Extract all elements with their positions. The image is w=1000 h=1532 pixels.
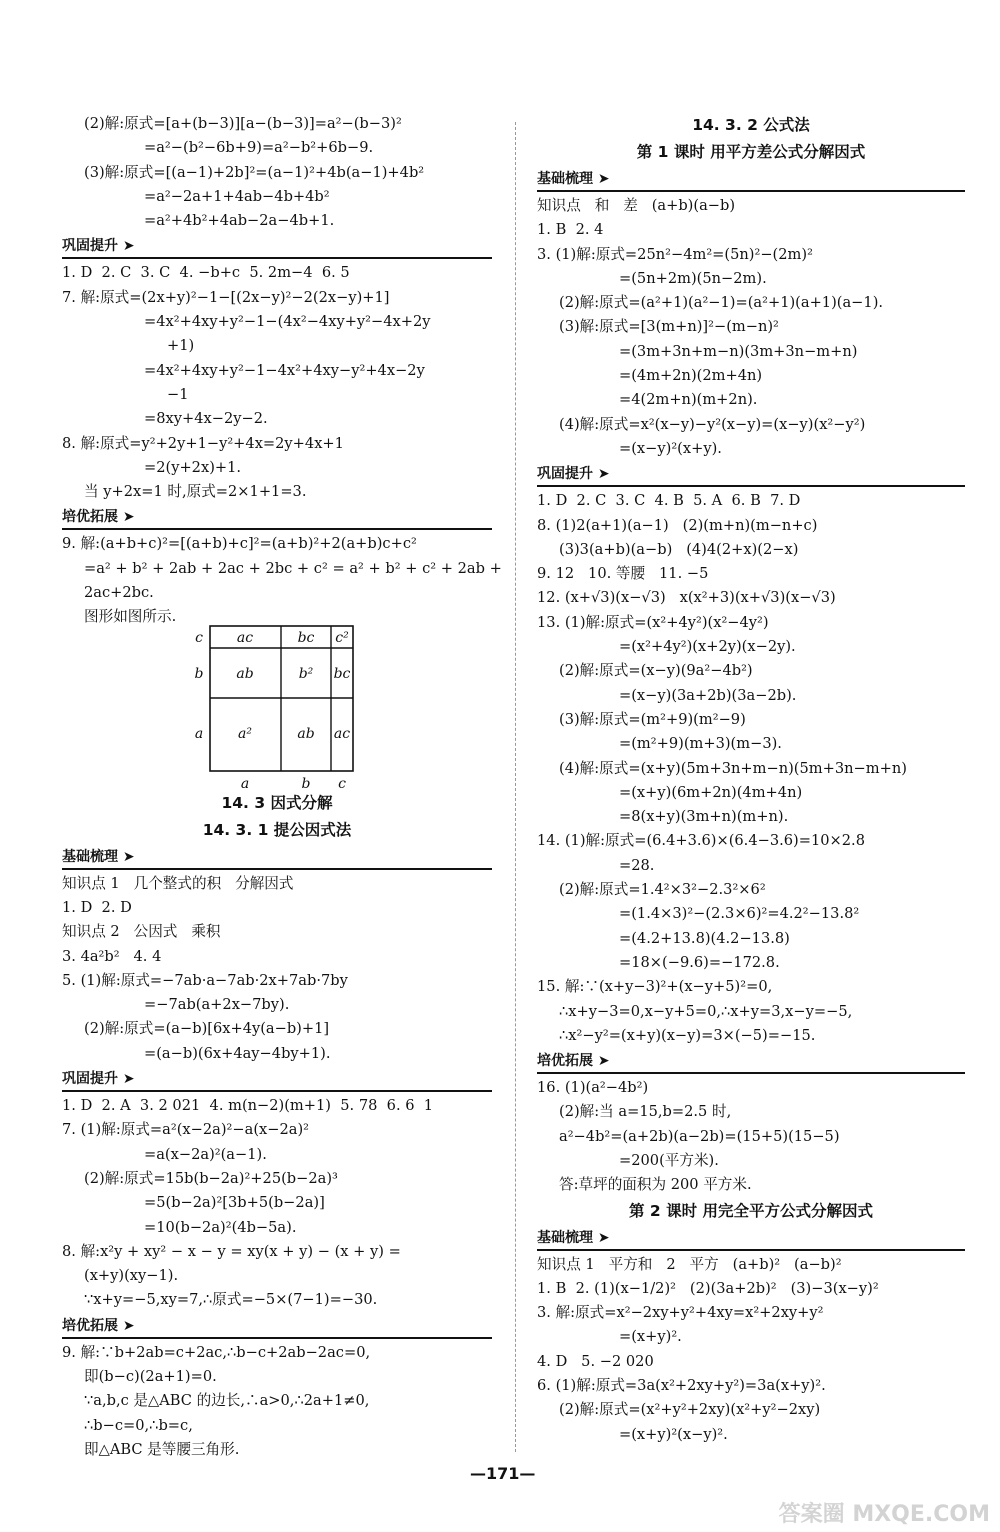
answer-line: ∵x+y=−5,xy=7,∴原式=−5×(7−1)=−30. xyxy=(84,1291,378,1309)
answer-line: 5. (1)解:原式=−7ab·a−7ab·2x+7ab·7by xyxy=(62,971,348,989)
answer-line: 13. (1)解:原式=(x²+4y²)(x²−4y²) xyxy=(537,613,769,631)
answer-line: =a²+4b²+4ab−2a−4b+1. xyxy=(144,212,335,230)
cell-text: bc xyxy=(297,630,315,646)
answer-line: =a²−(b²−6b+9)=a²−b²+6b−9. xyxy=(144,139,374,157)
answer-line: 1. B 2. 4 xyxy=(537,221,604,239)
right-column xyxy=(537,112,965,1447)
cell-text: a² xyxy=(238,726,252,742)
answer-line: 8. 解:原式=y²+2y+1−y²+4x=2y+4x+1 xyxy=(62,434,344,452)
answer-line: =−7ab(a+2x−7by). xyxy=(144,996,290,1014)
cell-text: c² xyxy=(335,630,349,646)
section-heading: 基础梳理 ➤ xyxy=(62,847,492,870)
answer-line: 9. 12 10. 等腰 11. −5 xyxy=(537,565,709,583)
answer-line: 16. (1)(a²−4b²) xyxy=(537,1079,649,1097)
answer-line: =(3m+3n+m−n)(3m+3n−m+n) xyxy=(619,342,858,360)
answer-line: 3. 解:原式=x²−2xy+y²+4xy=x²+2xy+y² xyxy=(537,1304,824,1322)
answer-line: 4. D 5. −2 020 xyxy=(537,1352,654,1370)
cell-text: ab xyxy=(236,666,254,682)
answer-line: 图形如图所示. xyxy=(84,608,177,626)
answer-line: 9. 解:(a+b+c)²=[(a+b)+c]²=(a+b)²+2(a+b)c+c² xyxy=(62,535,417,553)
answer-line: (2)解:原式=15b(b−2a)²+25(b−2a)³ xyxy=(84,1169,338,1187)
answer-line: =a² + b² + 2ab + 2ac + 2bc + c² = a² + b² + c² + 2ab + xyxy=(84,559,502,577)
answer-line: 14. (1)解:原式=(6.4+3.6)×(6.4−3.6)=10×2.8 xyxy=(537,832,865,850)
cell-text: ab xyxy=(297,726,315,742)
answer-line: 答:草坪的面积为 200 平方米. xyxy=(559,1176,752,1194)
answer-line: (4)解:原式=x²(x−y)−y²(x−y)=(x−y)(x²−y²) xyxy=(559,415,866,433)
answer-line: 7. (1)解:原式=a²(x−2a)²−a(x−2a)² xyxy=(62,1121,310,1139)
answer-line: 8. 解:x²y + xy² − x − y = xy(x + y) − (x + y) = xyxy=(62,1242,401,1260)
answer-line: =(4m+2n)(2m+4n) xyxy=(619,367,763,385)
answer-line: =(m²+9)(m+3)(m−3). xyxy=(619,735,782,753)
section-heading: 巩固提升 ➤ xyxy=(62,1069,492,1092)
answer-line: 15. 解:∵(x+y−3)²+(x−y+5)²=0, xyxy=(537,978,773,996)
section-heading: 基础梳理 ➤ xyxy=(537,1228,965,1251)
answer-line: =a(x−2a)²(a−1). xyxy=(144,1145,267,1163)
row-label: b xyxy=(194,666,204,682)
answer-line: =(a−b)(6x+4ay−4by+1). xyxy=(144,1044,331,1062)
section-heading: 培优拓展 ➤ xyxy=(537,1051,965,1074)
cell-text: ac xyxy=(333,726,351,742)
col-label: b xyxy=(301,776,311,792)
answer-line: =8(x+y)(3m+n)(m+n). xyxy=(619,808,789,826)
answer-line: =(x²+4y²)(x+2y)(x−2y). xyxy=(619,638,796,656)
answer-line: (3)解:原式=[(a−1)+2b]²=(a−1)²+4b(a−1)+4b² xyxy=(84,163,425,181)
cell-text: b² xyxy=(298,666,314,682)
answer-line: =a²−2a+1+4ab−4b+4b² xyxy=(144,187,330,205)
answer-line: =10(b−2a)²(4b−5a). xyxy=(144,1218,297,1236)
section-title: 第 1 课时 用平方差公式分解因式 xyxy=(636,143,866,161)
answer-line: 1. D 2. C 3. C 4. B 5. A 6. B 7. D xyxy=(537,492,801,510)
answer-line: (2)解:当 a=15,b=2.5 时, xyxy=(559,1103,732,1121)
answer-line: =(4.2+13.8)(4.2−13.8) xyxy=(619,929,790,947)
answer-line: 即△ABC 是等腰三角形. xyxy=(84,1440,240,1458)
section-title: 第 2 课时 用完全平方公式分解因式 xyxy=(629,1201,873,1220)
answer-line: (2)解:原式=(a−b)[6x+4y(a−b)+1] xyxy=(84,1020,330,1038)
section-heading: 巩固提升 ➤ xyxy=(537,464,965,487)
answer-line: 1. D 2. D xyxy=(62,898,132,916)
answer-line: =(x+y)²(x−y)². xyxy=(619,1425,728,1443)
answer-line: 9. 解:∵b+2ab=c+2ac,∴b−c+2ab−2ac=0, xyxy=(62,1343,371,1361)
answer-line: 知识点 1 平方和 2 平方 (a+b)² (a−b)² xyxy=(537,1255,842,1273)
answer-line: (3)3(a+b)(a−b) (4)4(2+x)(2−x) xyxy=(559,540,799,558)
answer-line: ∴b−c=0,∴b=c, xyxy=(84,1416,193,1434)
answer-line: =18×(−9.6)=−172.8. xyxy=(619,953,780,971)
section-heading: 巩固提升 ➤ xyxy=(62,236,492,259)
answer-line: =2(y+2x)+1. xyxy=(144,458,242,476)
answer-line: 7. 解:原式=(2x+y)²−1−[(2x−y)²−2(2x−y)+1] xyxy=(62,288,390,306)
watermark: 答案圈 MXQE.COM xyxy=(778,1502,990,1527)
col-label: c xyxy=(338,776,346,792)
answer-line: 3. (1)解:原式=25n²−4m²=(5n)²−(2m)² xyxy=(537,245,813,263)
answer-line: (3)解:原式=(m²+9)(m²−9) xyxy=(559,710,746,728)
answer-line: =200(平方米). xyxy=(619,1151,719,1169)
section-title: 14. 3 因式分解 xyxy=(221,793,333,812)
section-title: 14. 3. 2 公式法 xyxy=(692,116,810,134)
row-label: a xyxy=(194,726,204,742)
answer-line: (2)解:原式=(a²+1)(a²−1)=(a²+1)(a+1)(a−1). xyxy=(559,294,884,312)
answer-line: 知识点 2 公因式 乘积 xyxy=(62,923,221,941)
answer-line: =(1.4×3)²−(2.3×6)²=4.2²−13.8² xyxy=(619,905,860,923)
answer-line: (2)解:原式=(x−y)(9a²−4b²) xyxy=(559,662,753,680)
answer-line: a²−4b²=(a+2b)(a−2b)=(15+5)(15−5) xyxy=(559,1127,840,1145)
answer-line: 当 y+2x=1 时,原式=2×1+1=3. xyxy=(84,483,307,501)
answer-line: =4x²+4xy+y²−1−4x²+4xy−y²+4x−2y xyxy=(144,361,425,379)
answer-line: =4x²+4xy+y²−1−(4x²−4xy+y²−4x+2y xyxy=(144,313,431,331)
answer-line: =4(2m+n)(m+2n). xyxy=(619,391,758,409)
answer-line: =(x−y)(3a+2b)(3a−2b). xyxy=(619,686,797,704)
answer-line: ∵a,b,c 是△ABC 的边长,∴a>0,∴2a+1≠0, xyxy=(84,1392,370,1410)
answer-line: (2)解:原式=(x²+y²+2xy)(x²+y²−2xy) xyxy=(559,1401,821,1419)
answer-line: =28. xyxy=(619,856,655,874)
answer-line: 1. D 2. A 3. 2 021 4. m(n−2)(m+1) 5. 78 6. 6 1 xyxy=(62,1097,434,1115)
answer-line: =(x+y)(6m+2n)(4m+4n) xyxy=(619,783,803,801)
answer-line: =5(b−2a)²[3b+5(b−2a)] xyxy=(144,1194,325,1212)
answer-line: =(5n+2m)(5n−2m). xyxy=(619,269,767,287)
answer-line: 2ac+2bc. xyxy=(84,584,154,602)
section-heading: 培优拓展 ➤ xyxy=(62,507,492,530)
cell-text: bc xyxy=(333,666,351,682)
cell-text: ac xyxy=(236,630,254,646)
answer-line: (x+y)(xy−1). xyxy=(84,1267,179,1285)
answer-line: =(x+y)². xyxy=(619,1328,682,1346)
answer-line: (3)解:原式=[3(m+n)]²−(m−n)² xyxy=(559,318,779,336)
answer-line: ∴x²−y²=(x+y)(x−y)=3×(−5)=−15. xyxy=(559,1026,816,1044)
answer-line: 6. (1)解:原式=3a(x²+2xy+y²)=3a(x+y)². xyxy=(537,1377,826,1395)
page-number: —171— xyxy=(470,1464,536,1483)
column-divider xyxy=(515,122,516,1452)
section-heading: 基础梳理 ➤ xyxy=(537,169,965,192)
answer-line: 即(b−c)(2a+1)=0. xyxy=(84,1367,217,1385)
row-label: c xyxy=(195,630,203,646)
answer-line: 知识点 和 差 (a+b)(a−b) xyxy=(537,197,736,214)
answer-line: 8. (1)2(a+1)(a−1) (2)(m+n)(m−n+c) xyxy=(537,516,818,534)
section-title: 14. 3. 1 提公因式法 xyxy=(202,820,352,839)
section-heading: 培优拓展 ➤ xyxy=(62,1316,492,1339)
answer-line: 3. 4a²b² 4. 4 xyxy=(62,947,162,965)
answer-line: =8xy+4x−2y−2. xyxy=(144,410,268,428)
answer-line: (2)解:原式=[a+(b−3)][a−(b−3)]=a²−(b−3)² xyxy=(84,115,402,132)
answer-line: +1) xyxy=(167,337,195,355)
col-label: a xyxy=(240,776,250,792)
answer-line: ∴x+y−3=0,x−y+5=0,∴x+y=3,x−y=−5, xyxy=(559,1002,853,1020)
answer-line: 1. D 2. C 3. C 4. −b+c 5. 2m−4 6. 5 xyxy=(62,264,350,282)
answer-line: =(x−y)²(x+y). xyxy=(619,439,722,457)
answer-line: 知识点 1 几个整式的积 分解因式 xyxy=(62,874,294,892)
answer-line: 12. (x+√3)(x−√3) x(x²+3)(x+√3)(x−√3) xyxy=(537,589,836,607)
area-diagram xyxy=(185,618,360,793)
answer-line: 1. B 2. (1)(x−1/2)² (2)(3a+2b)² (3)−3(x−y)² xyxy=(537,1279,879,1297)
answer-line: (2)解:原式=1.4²×3²−2.3²×6² xyxy=(559,881,766,899)
answer-line: (4)解:原式=(x+y)(5m+3n+m−n)(5m+3n−m+n) xyxy=(559,759,907,777)
answer-line: −1 xyxy=(167,385,189,403)
